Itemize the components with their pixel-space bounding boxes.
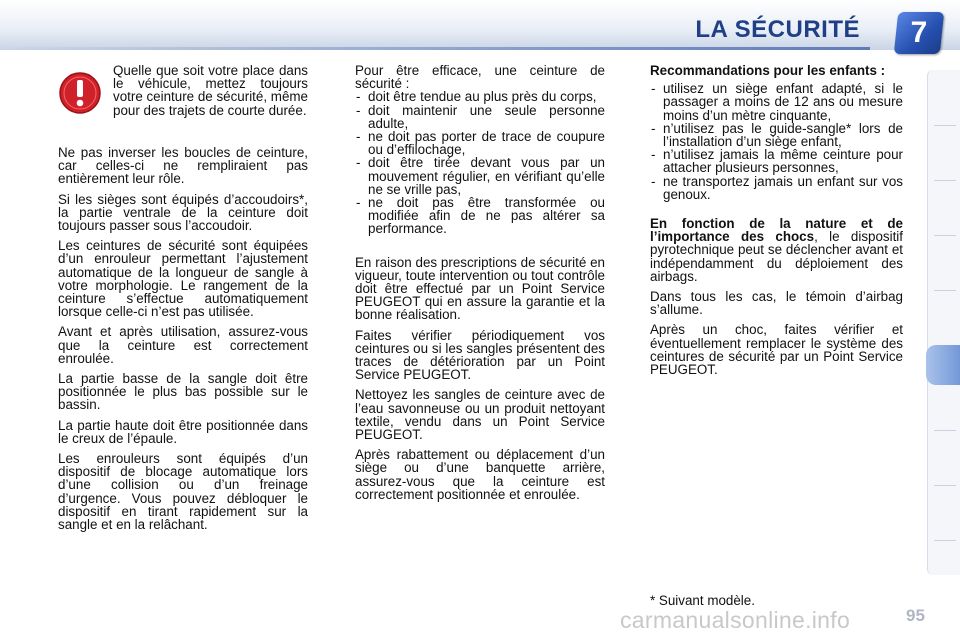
chapter-tab[interactable]: [934, 540, 956, 541]
paragraph: Les enrouleurs sont équipés d’un dispositif de blocage automatique lors d’une collision ou d’un freinage d’urgence. Vous pouvez débloquer le dispositif en tirant rapidement sur la sangle et en la relâchant.: [58, 451, 308, 533]
list-item: - n’utilisez jamais la même ceinture pour attacher plusieurs personnes,: [650, 148, 903, 174]
list-item: - ne transportez jamais un enfant sur vos genoux.: [650, 175, 903, 201]
chapter-tabs: [927, 70, 960, 575]
list-item: - ne doit pas être transformée ou modifiée afin de ne pas altérer sa performance.: [355, 196, 605, 236]
chapter-badge: [894, 12, 944, 54]
list-item: - doit maintenir une seule personne adulte,: [355, 104, 605, 130]
chapter-tab[interactable]: [934, 485, 956, 486]
chapter-number: 7: [910, 16, 928, 49]
exclamation-icon: [58, 71, 102, 115]
watermark: carmanualsonline.info: [620, 607, 851, 633]
list-item: - utilisez un siège enfant adapté, si le passager a moins de 12 ans ou mesure moins d’un mètre cinquante,: [650, 82, 903, 122]
paragraph: En raison des prescriptions de sécurité en vigueur, toute intervention ou tout contrôle doit être effectué par un Point Service PEUGEOT qui en assure la garantie et la bonne réalisation.: [355, 254, 605, 323]
children-recommendations-list: [650, 82, 903, 201]
list-item: - n’utilisez pas le guide-sangle* lors de l’installation d’un siège enfant,: [650, 122, 903, 148]
paragraph: Avant et après utilisation, assurez-vous que la ceinture est correctement enroulée.: [58, 324, 308, 366]
paragraph: Après un choc, faites vérifier et éventuellement remplacer le système des ceintures de sécurité par un Point Service PEUGEOT.: [650, 322, 903, 378]
column-right: [650, 64, 903, 383]
page-number: 95: [906, 606, 925, 625]
children-heading: Recommandations pour les enfants :: [650, 63, 886, 78]
paragraph: La partie haute doit être positionnée dans le creux de l’épaule.: [58, 417, 308, 446]
footnote: * Suivant modèle.: [650, 593, 755, 608]
paragraph: [650, 217, 903, 283]
chapter-tab[interactable]: [934, 235, 956, 236]
chapter-tab[interactable]: [934, 290, 956, 291]
belt-requirements-list: [355, 90, 605, 235]
emphasis: En fonction de la nature et de l’importance des chocs: [650, 216, 903, 245]
paragraph: Nettoyez les sangles de ceinture avec de l’eau savonneuse ou un produit nettoyant textile, vendu dans un Point Service PEUGEOT.: [355, 387, 605, 443]
paragraph: Après rabattement ou déplacement d’un siège ou d’une banquette arrière, assurez-vous que la ceinture est correctement positionnée et enroulée.: [355, 447, 605, 502]
paragraph: La partie basse de la sangle doit être positionnée le plus bas possible sur le bassin.: [58, 371, 308, 413]
chapter-tab[interactable]: [934, 125, 956, 126]
chapter-tab[interactable]: [934, 430, 956, 431]
paragraph: Les ceintures de sécurité sont équipées d’un enrouleur permettant l’ajustement automatique de la longueur de sangle à votre morphologie. Le rangement de la ceinture s’effectue automatiquement lorsque celle-ci n’est pas utilisée.: [58, 238, 308, 320]
list-item: - ne doit pas porter de trace de coupure ou d’effilochage,: [355, 130, 605, 156]
chapter-tab-active[interactable]: [926, 345, 960, 385]
list-item: - doit être tendue au plus près du corps,: [355, 90, 605, 103]
paragraph: Si les sièges sont équipés d’accoudoirs*, la partie ventrale de la ceinture doit toujours passer sous l’accoudoir.: [58, 191, 308, 234]
header-rule: [0, 47, 870, 50]
column-middle: [355, 64, 605, 508]
paragraph-rest: , le dispositif pyrotechnique peut se déclencher avant et indépendamment du déploiement des airbags.: [650, 229, 903, 284]
section-title: LA SÉCURITÉ: [695, 16, 860, 43]
paragraph: Dans tous les cas, le témoin d’airbag s’allume.: [650, 289, 903, 318]
paragraph: Faites vérifier périodiquement vos ceintures ou si les sangles présentent des traces de détérioration par un Point Service PEUGEOT.: [355, 327, 605, 383]
paragraph: Ne pas inverser les boucles de ceinture, car celles-ci ne rempliraient pas entièrement leur rôle.: [58, 145, 308, 187]
warning-text: Quelle que soit votre place dans le véhicule, mettez toujours votre ceinture de sécurité, même pour des trajets de courte durée.: [113, 63, 308, 118]
paragraph: Pour être efficace, une ceinture de sécurité :: [355, 63, 605, 92]
warning-block: [58, 64, 308, 134]
chapter-tab[interactable]: [934, 180, 956, 181]
list-item: - doit être tirée devant vous par un mouvement régulier, en vérifiant qu’elle ne se vrille pas,: [355, 156, 605, 196]
column-left: [58, 146, 308, 538]
